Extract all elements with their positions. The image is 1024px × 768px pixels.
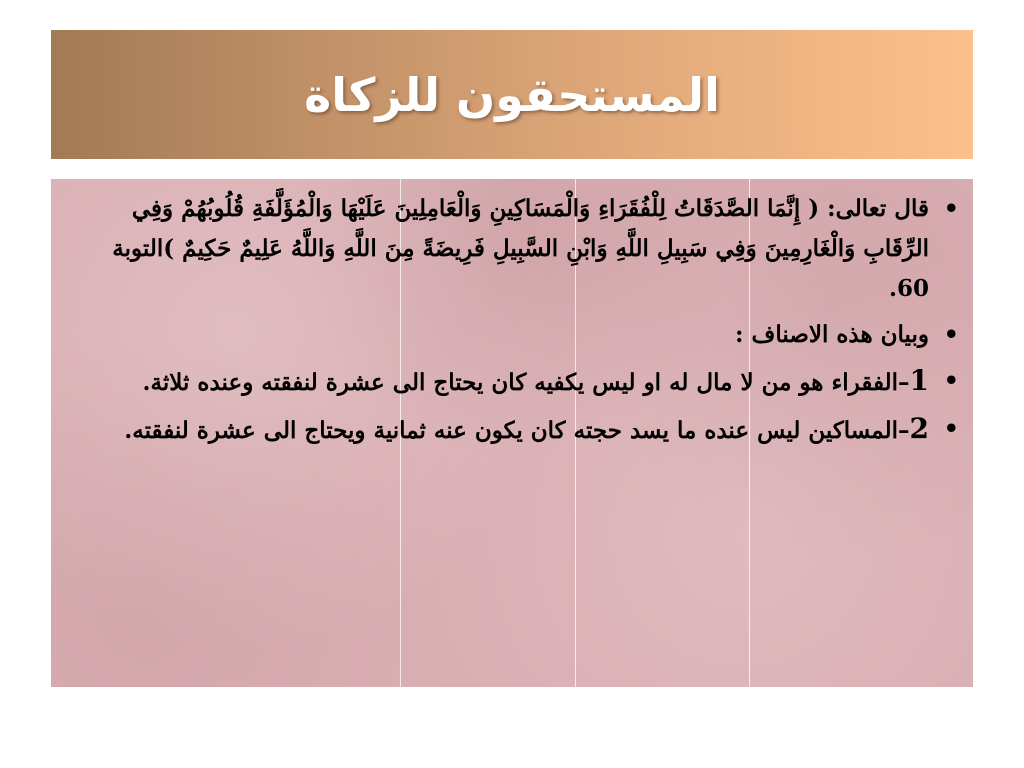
list-item <box>77 189 929 309</box>
categories-intro-text: وبيان هذه الاصناف : <box>735 321 929 348</box>
content-box <box>51 179 973 687</box>
needy-definition-text: –المساكين ليس عنده ما يسد حجته كان يكون عنه ثمانية ويحتاج الى عشرة لنفقته. <box>124 417 910 444</box>
bullet-list <box>77 189 929 457</box>
poor-definition-text: –الفقراء هو من لا مال له او ليس يكفيه كان يحتاج الى عشرة لنفقته وعنده ثلاثة. <box>142 369 910 396</box>
quran-verse-text: قال تعالى: ( إِنَّمَا الصَّدَقَاتُ لِلْفُقَرَاءِ وَالْمَسَاكِينِ وَالْعَامِلِينَ عَلَيْهَا وَالْمُؤَلَّفَةِ قُلُوبُهُمْ وَفِي الرِّقَابِ وَالْغَارِمِينَ وَفِي سَبِيلِ اللَّهِ وَابْنِ السَّبِيلِ فَرِيضَةً مِنَ اللَّهِ وَاللَّهُ عَلِيمٌ حَكِيمٌ )التوبة 60. <box>112 195 929 302</box>
list-item <box>77 409 929 451</box>
list-item <box>77 361 929 403</box>
slide-title: المستحقون للزكاة <box>304 67 720 122</box>
item-number: 1 <box>909 364 929 397</box>
item-number: 2 <box>909 412 929 445</box>
list-item <box>77 315 929 355</box>
title-bar <box>51 30 973 159</box>
